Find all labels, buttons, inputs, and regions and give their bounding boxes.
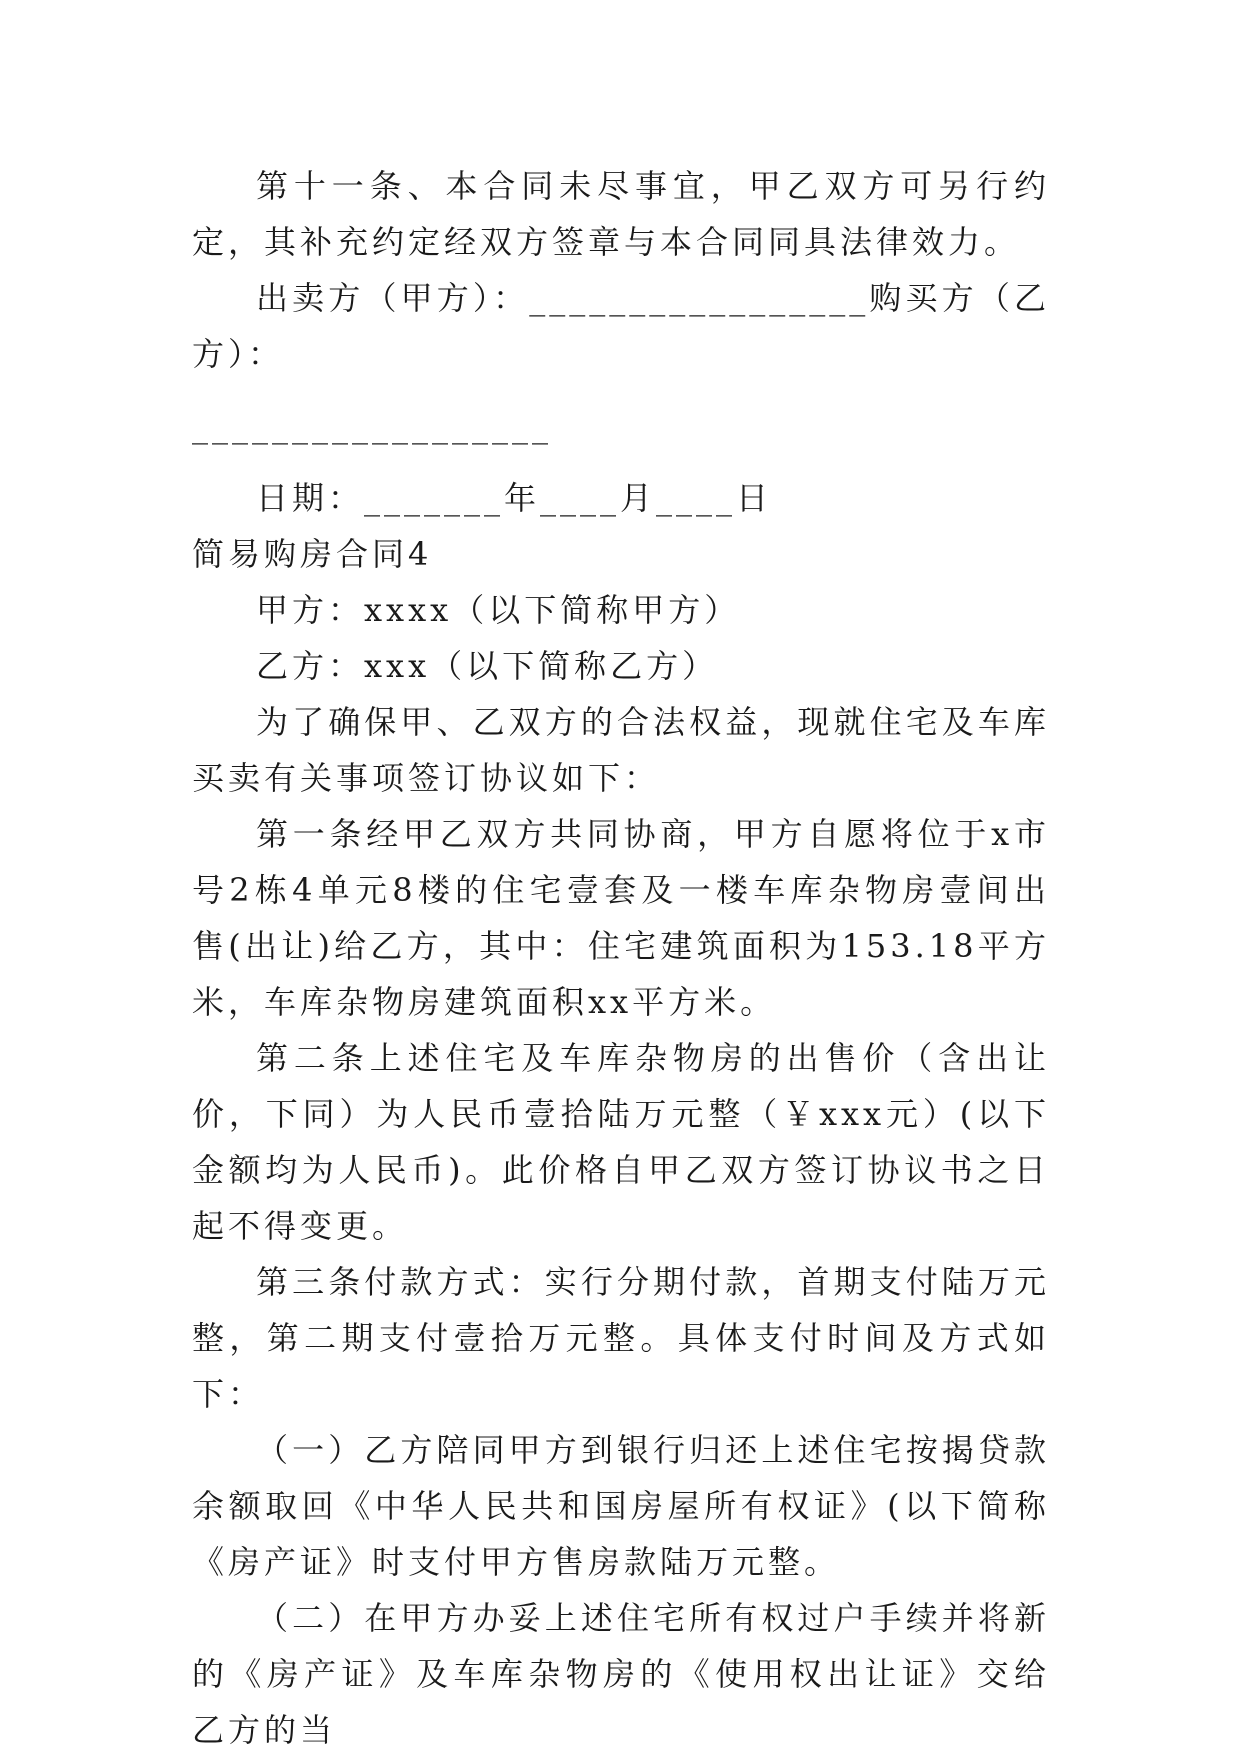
contract-title: 简易购房合同4 [192,535,433,573]
document-body [192,158,1050,1758]
clause-2-paragraph: 第二条上述住宅及车库杂物房的出售价（含出让价，下同）为人民币壹拾陆万元整（￥xxx元）(以下金额均为人民币)。此价格自甲乙双方签订协议书之日起不得变更。 [192,1039,1050,1245]
party-a-line: 甲方：xxxx（以下简称甲方） [256,591,741,629]
clause-1-paragraph: 第一条经甲乙双方共同协商，甲方自愿将位于x市号2栋4单元8楼的住宅壹套及一楼车库杂物房壹间出售(出让)给乙方，其中：住宅建筑面积为153.18平方米，车库杂物房建筑面积xx平方米。 [192,815,1050,1021]
seller-buyer-signature-line: 出卖方（甲方）：_________________购买方（乙方）： [192,279,1050,373]
clause-11-paragraph: 第十一条、本合同未尽事宜，甲乙双方可另行约定，其补充约定经双方签章与本合同同具法律效力。 [192,167,1050,261]
clause-3-item-2-paragraph: （二）在甲方办妥上述住宅所有权过户手续并将新的《房产证》及车库杂物房的《使用权出让证》交给乙方的当 [192,1599,1050,1749]
preamble-paragraph: 为了确保甲、乙双方的合法权益，现就住宅及车库买卖有关事项签订协议如下： [192,703,1050,797]
party-b-line: 乙方：xxx（以下简称乙方） [256,647,719,685]
date-line: 日期：_______年____月____日 [256,479,773,517]
clause-3-paragraph: 第三条付款方式：实行分期付款，首期支付陆万元整，第二期支付壹拾万元整。具体支付时间及方式如下： [192,1263,1050,1413]
clause-3-item-1-paragraph: （一）乙方陪同甲方到银行归还上述住宅按揭贷款余额取回《中华人民共和国房屋所有权证》(以下简称《房产证》时支付甲方售房款陆万元整。 [192,1431,1050,1581]
buyer-signature-blank: __________________ [192,407,552,445]
